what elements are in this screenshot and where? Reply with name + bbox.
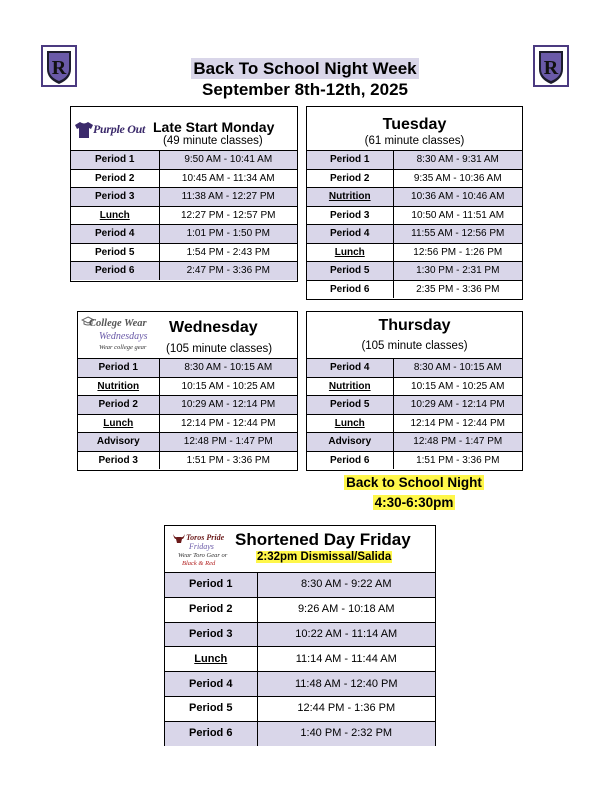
- period-label: Period 6: [165, 721, 257, 745]
- period-label: Period 2: [71, 169, 159, 188]
- period-label: Period 6: [71, 262, 159, 280]
- table-row: [165, 647, 435, 672]
- table-row: [71, 225, 297, 244]
- period-label: Period 2: [165, 597, 257, 622]
- title-line-2: September 8th-12th, 2025: [202, 80, 408, 99]
- title-line-1: Back To School Night Week: [193, 59, 417, 78]
- period-label: Period 3: [78, 451, 159, 469]
- school-crest-icon: [41, 45, 77, 87]
- period-time: 11:14 AM - 11:44 AM: [257, 647, 435, 672]
- table-row: [165, 696, 435, 721]
- table-row: [165, 622, 435, 647]
- period-label: Lunch: [307, 414, 393, 433]
- table-row: [165, 597, 435, 622]
- friday-header: [165, 526, 435, 573]
- period-time: 1:30 PM - 2:31 PM: [393, 262, 522, 281]
- period-time: 10:45 AM - 11:34 AM: [159, 169, 297, 188]
- wednesday-subtitle: (105 minute classes): [166, 343, 273, 355]
- tuesday-table: [307, 151, 522, 298]
- table-row: [307, 151, 522, 169]
- tuesday-subtitle: (61 minute classes): [364, 135, 465, 147]
- period-label: Period 6: [307, 280, 393, 298]
- btsn-line-1: Back to School Night: [346, 475, 482, 490]
- period-label: Period 1: [307, 151, 393, 169]
- period-label: Period 3: [307, 206, 393, 225]
- wednesday-schedule: [77, 311, 298, 471]
- period-label: Period 5: [71, 243, 159, 262]
- table-row: [307, 280, 522, 298]
- svg-text:R: R: [51, 57, 67, 79]
- friday-subtitle: 2:32pm Dismissal/Salida: [257, 551, 392, 563]
- period-time: 1:51 PM - 3:36 PM: [393, 451, 522, 469]
- table-row: [307, 243, 522, 262]
- toros-pride-label: Toros Pride: [186, 533, 225, 542]
- table-row: [307, 414, 522, 433]
- tuesday-header: [307, 107, 522, 151]
- period-time: 8:30 AM - 10:15 AM: [393, 359, 522, 377]
- thursday-subtitle: (105 minute classes): [361, 340, 468, 352]
- table-row: [71, 188, 297, 207]
- monday-subtitle: (49 minute classes): [163, 135, 263, 147]
- period-time: 10:50 AM - 11:51 AM: [393, 206, 522, 225]
- btsn-line-2: 4:30-6:30pm: [374, 495, 454, 510]
- table-row: [71, 206, 297, 225]
- table-row: [307, 225, 522, 244]
- fridays-label: Fridays: [189, 542, 214, 551]
- period-label: Period 6: [307, 451, 393, 469]
- period-time: 9:50 AM - 10:41 AM: [159, 151, 297, 169]
- purple-out-badge: [74, 121, 146, 141]
- table-row: [165, 672, 435, 697]
- period-time: 10:36 AM - 10:46 AM: [393, 188, 522, 207]
- thursday-header: [307, 312, 522, 359]
- thursday-table: [307, 359, 522, 469]
- table-row: [165, 721, 435, 745]
- period-label: Period 5: [307, 396, 393, 415]
- period-time: 10:29 AM - 12:14 PM: [159, 396, 297, 415]
- period-label: Period 1: [71, 151, 159, 169]
- table-row: [78, 451, 297, 469]
- period-time: 1:54 PM - 2:43 PM: [159, 243, 297, 262]
- black-and-red-label: Black & Red: [182, 560, 216, 567]
- table-row: [307, 206, 522, 225]
- period-label: Period 3: [71, 188, 159, 207]
- period-time: 10:15 AM - 10:25 AM: [159, 377, 297, 396]
- tshirt-icon: [74, 121, 94, 139]
- table-row: [71, 169, 297, 188]
- friday-title: Shortened Day Friday: [235, 530, 411, 549]
- period-time: 12:48 PM - 1:47 PM: [393, 433, 522, 452]
- table-row: [71, 243, 297, 262]
- table-row: [307, 396, 522, 415]
- table-row: [78, 359, 297, 377]
- period-label: Lunch: [78, 414, 159, 433]
- period-label: Period 4: [307, 359, 393, 377]
- period-label: Nutrition: [78, 377, 159, 396]
- college-wear-label: College Wear: [89, 318, 147, 329]
- period-time: 12:27 PM - 12:57 PM: [159, 206, 297, 225]
- page-title: [150, 58, 460, 100]
- period-label: Period 4: [307, 225, 393, 244]
- period-label: Period 1: [78, 359, 159, 377]
- period-label: Advisory: [307, 433, 393, 452]
- friday-table: [165, 573, 435, 746]
- period-time: 9:35 AM - 10:36 AM: [393, 169, 522, 188]
- period-time: 12:56 PM - 1:26 PM: [393, 243, 522, 262]
- period-time: 11:48 AM - 12:40 PM: [257, 672, 435, 697]
- toros-pride-badge: [172, 533, 234, 569]
- table-row: [165, 573, 435, 597]
- period-time: 8:30 AM - 9:22 AM: [257, 573, 435, 597]
- table-row: [78, 377, 297, 396]
- monday-header: [71, 107, 297, 151]
- period-time: 12:14 PM - 12:44 PM: [159, 414, 297, 433]
- table-row: [307, 262, 522, 281]
- period-label: Nutrition: [307, 188, 393, 207]
- table-row: [78, 414, 297, 433]
- period-time: 2:35 PM - 3:36 PM: [393, 280, 522, 298]
- period-time: 10:15 AM - 10:25 AM: [393, 377, 522, 396]
- period-label: Lunch: [165, 647, 257, 672]
- period-label: Period 2: [307, 169, 393, 188]
- wednesdays-label: Wednesdays: [99, 331, 148, 342]
- monday-schedule: [70, 106, 298, 282]
- period-time: 12:44 PM - 1:36 PM: [257, 696, 435, 721]
- period-time: 2:47 PM - 3:36 PM: [159, 262, 297, 280]
- table-row: [307, 433, 522, 452]
- table-row: [307, 169, 522, 188]
- table-row: [78, 433, 297, 452]
- svg-text:R: R: [543, 57, 559, 79]
- table-row: [307, 359, 522, 377]
- period-time: 1:40 PM - 2:32 PM: [257, 721, 435, 745]
- thursday-schedule: [306, 311, 523, 471]
- purple-out-label: Purple Out: [93, 122, 146, 136]
- thursday-title: Thursday: [378, 317, 451, 334]
- wear-college-gear-label: Wear college gear: [99, 344, 147, 351]
- period-time: 11:38 AM - 12:27 PM: [159, 188, 297, 207]
- school-crest-icon: [533, 45, 569, 87]
- period-label: Lunch: [307, 243, 393, 262]
- period-time: 8:30 AM - 10:15 AM: [159, 359, 297, 377]
- period-label: Period 2: [78, 396, 159, 415]
- friday-schedule: [164, 525, 436, 746]
- period-time: 12:48 PM - 1:47 PM: [159, 433, 297, 452]
- table-row: [307, 377, 522, 396]
- period-time: 12:14 PM - 12:44 PM: [393, 414, 522, 433]
- table-row: [307, 188, 522, 207]
- period-label: Period 5: [307, 262, 393, 281]
- back-to-school-night-note: [306, 473, 522, 513]
- period-time: 9:26 AM - 10:18 AM: [257, 597, 435, 622]
- period-label: Period 5: [165, 696, 257, 721]
- period-time: 1:51 PM - 3:36 PM: [159, 451, 297, 469]
- table-row: [78, 396, 297, 415]
- period-label: Period 1: [165, 573, 257, 597]
- table-row: [71, 262, 297, 280]
- wear-toro-gear-label: Wear Toro Gear or: [178, 552, 228, 559]
- period-time: 8:30 AM - 9:31 AM: [393, 151, 522, 169]
- period-time: 1:01 PM - 1:50 PM: [159, 225, 297, 244]
- period-time: 10:29 AM - 12:14 PM: [393, 396, 522, 415]
- wednesday-title: Wednesday: [169, 319, 258, 336]
- period-label: Period 3: [165, 622, 257, 647]
- period-label: Lunch: [71, 206, 159, 225]
- college-wear-badge: [81, 316, 161, 356]
- table-row: [307, 451, 522, 469]
- period-time: 11:55 AM - 12:56 PM: [393, 225, 522, 244]
- bull-icon: [172, 533, 186, 545]
- tuesday-schedule: [306, 106, 523, 300]
- period-label: Nutrition: [307, 377, 393, 396]
- wednesday-table: [78, 359, 297, 469]
- tuesday-title: Tuesday: [382, 116, 447, 133]
- monday-table: [71, 151, 297, 280]
- period-time: 10:22 AM - 11:14 AM: [257, 622, 435, 647]
- table-row: [71, 151, 297, 169]
- period-label: Advisory: [78, 433, 159, 452]
- period-label: Period 4: [71, 225, 159, 244]
- monday-title: Late Start Monday: [153, 119, 275, 135]
- wednesday-header: [78, 312, 297, 359]
- period-label: Period 4: [165, 672, 257, 697]
